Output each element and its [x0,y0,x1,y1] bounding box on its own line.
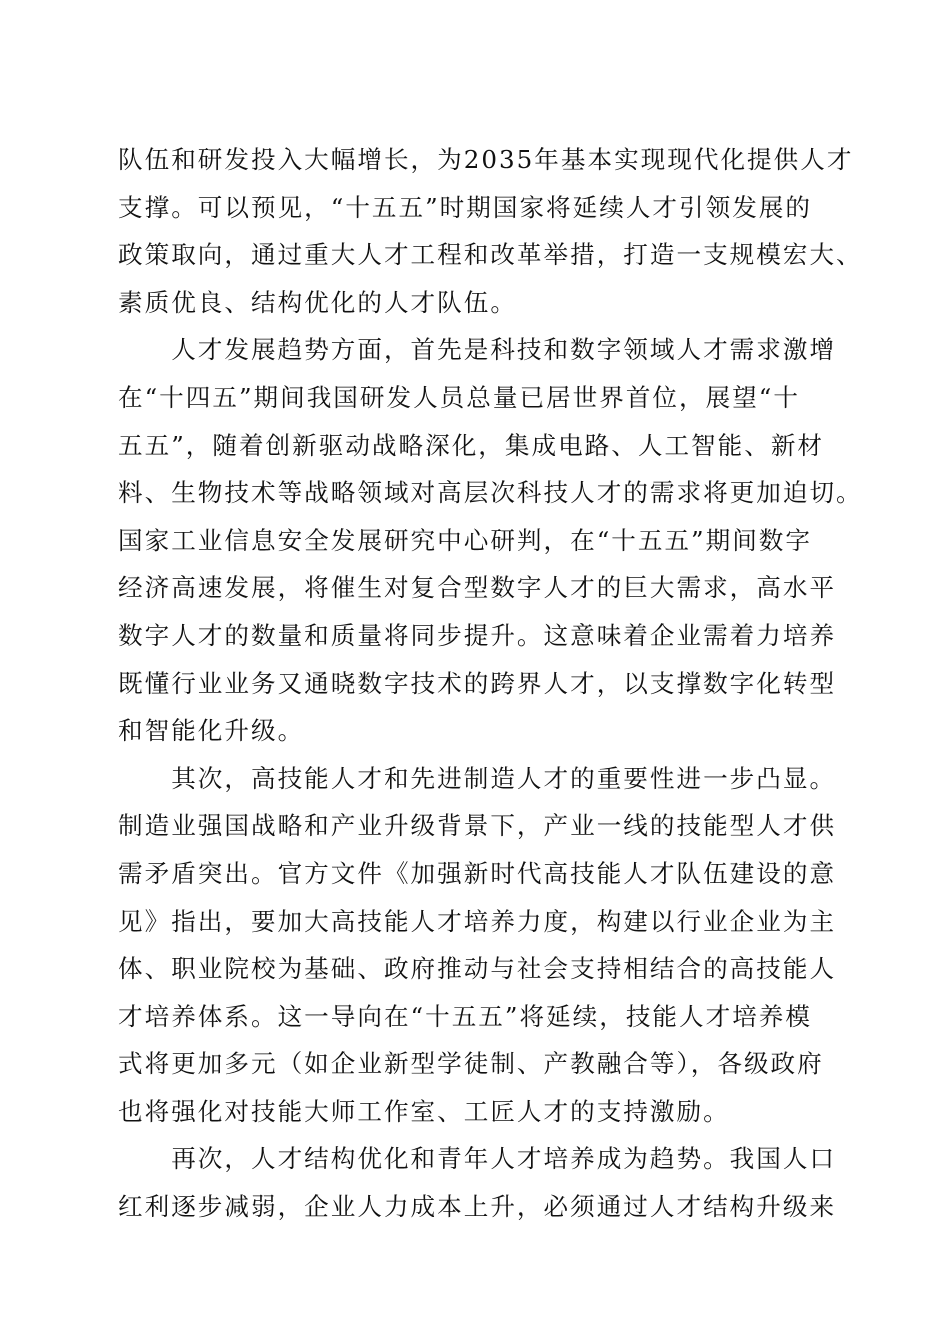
text-line: 也将强化对技能大师工作室、工匠人才的支持激励。 [118,1096,730,1126]
text-line: 再次，人才结构优化和青年人才培养成为趋势。我国人口 [118,1144,837,1174]
text-line: 数字人才的数量和质量将同步提升。这意味着企业需着力培养 [118,620,837,650]
text-line: 五五”，随着创新驱动战略深化，集成电路、人工智能、新材 [118,430,825,460]
text-line: 队伍和研发投入大幅增长，为2035年基本实现现代化提供人才 [118,145,854,174]
text-line: 支撑。可以预见，“十五五”时期国家将延续人才引领发展的 [118,192,812,222]
text-line: 经济高速发展，将催生对复合型数字人才的巨大需求，高水平 [118,573,837,603]
text-line: 其次，高技能人才和先进制造人才的重要性进一步凸显。 [118,763,837,793]
text-line: 式将更加多元（如企业新型学徒制、产教融合等），各级政府 [118,1049,824,1079]
text-line: 才培养体系。这一导向在“十五五”将延续，技能人才培养模 [118,1001,812,1031]
text-line: 国家工业信息安全发展研究中心研判，在“十五五”期间数字 [118,525,812,555]
text-line: 政策取向，通过重大人才工程和改革举措，打造一支规模宏大、 [118,240,863,270]
text-line: 既懂行业业务又通晓数字技术的跨界人才，以支撑数字化转型 [118,668,837,698]
text-line: 和智能化升级。 [118,716,305,746]
text-line: 红利逐步减弱，企业人力成本上升，必须通过人才结构升级来 [118,1192,837,1222]
text-line: 需矛盾突出。官方文件《加强新时代高技能人才队伍建设的意 [118,858,837,888]
text-line: 在“十四五”期间我国研发人员总量已居世界首位，展望“十 [118,382,800,412]
text-line: 人才发展趋势方面，首先是科技和数字领域人才需求激增 [118,335,837,365]
text-line: 料、生物技术等战略领域对高层次科技人才的需求将更加迫切。 [118,478,863,508]
text-line: 见》指出，要加大高技能人才培养力度，构建以行业企业为主 [118,906,837,936]
text-line: 制造业强国战略和产业升级背景下，产业一线的技能型人才供 [118,811,837,841]
body-text [118,136,863,1231]
text-line: 体、职业院校为基础、政府推动与社会支持相结合的高技能人 [118,954,837,984]
text-line: 素质优良、结构优化的人才队伍。 [118,287,517,317]
